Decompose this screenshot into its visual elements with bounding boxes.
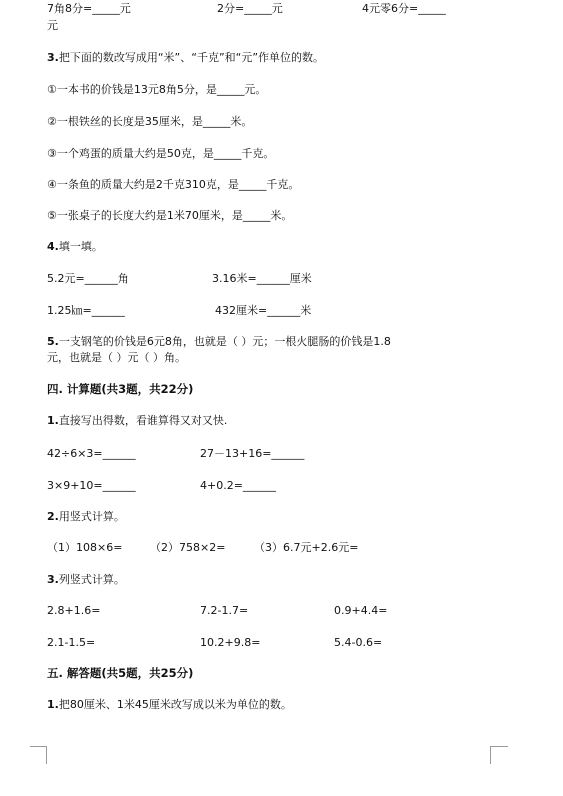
question-text: 把下面的数改写成用“米”、“千克”和“元”作单位的数。: [58, 51, 325, 64]
column-calc-4: 2.1-1.5=: [47, 636, 96, 649]
question-text: 一支钢笔的价钱是6元8角，也就是（ ）元；一根火腿肠的价钱是1.8: [58, 335, 391, 348]
section-4-heading: 四. 计算题(共3题，共22分): [47, 382, 194, 396]
column-calc-6: 5.4-0.6=: [334, 636, 383, 649]
question-5-line-2: 元，也就是（ ）元（ ）角。: [47, 351, 186, 364]
question-text: 把80厘米、1米45厘米改写成以米为单位的数。: [58, 698, 292, 711]
vertical-calc-1: （1）108×6=: [47, 541, 123, 554]
question-4-blank-1: 5.2元=______角: [47, 272, 129, 285]
section-5-question-1: [47, 698, 292, 712]
question-text: 用竖式计算。: [58, 510, 125, 523]
column-calc-5: 10.2+9.8=: [200, 636, 261, 649]
question-3-item-1: ①一本书的价钱是13元8角5分，是_____元。: [47, 83, 267, 96]
column-calc-3: 0.9+4.4=: [334, 604, 388, 617]
section-4-question-2-title: [47, 510, 125, 524]
question-number: 1.: [47, 414, 59, 427]
question-text: 直接写出得数，看谁算得又对又快.: [58, 414, 228, 427]
question-4-blank-3: 1.25㎞=______: [47, 304, 125, 317]
section-4-question-3-title: [47, 573, 125, 587]
vertical-calc-3: （3）6.7元+2.6元=: [254, 541, 359, 554]
column-calc-2: 7.2-1.7=: [200, 604, 249, 617]
column-calc-1: 2.8+1.6=: [47, 604, 101, 617]
question-3-item-4: ④一条鱼的质量大约是2千克310克，是_____千克。: [47, 178, 300, 191]
question-text: 填一填。: [58, 240, 103, 253]
question-5-line-1: [47, 335, 391, 349]
question-3-item-2: ②一根铁丝的长度是35厘米，是_____米。: [47, 115, 253, 128]
calc-item-3: 3×9+10=______: [47, 479, 136, 492]
fill-blank-7jiao8fen: 7角8分=_____元: [47, 2, 131, 15]
vertical-calc-2: （2）758×2=: [150, 541, 226, 554]
question-3-item-5: ⑤一张桌子的长度大约是1米70厘米，是_____米。: [47, 209, 293, 222]
question-text: 列竖式计算。: [58, 573, 125, 586]
question-4-blank-4: 432厘米=______米: [215, 304, 312, 317]
question-3-item-3: ③一个鸡蛋的质量大约是50克，是_____千克。: [47, 147, 275, 160]
question-number: 3.: [47, 51, 59, 64]
section-5-heading: 五. 解答题(共5题，共25分): [47, 666, 194, 680]
calc-item-4: 4+0.2=______: [200, 479, 276, 492]
fill-blank-wrap: 元: [47, 19, 58, 32]
section-4-question-1-title: [47, 414, 227, 428]
question-3-title: [47, 51, 324, 65]
question-number: 2.: [47, 510, 59, 523]
question-4-blank-2: 3.16米=______厘米: [212, 272, 312, 285]
calc-item-1: 42÷6×3=______: [47, 447, 136, 460]
question-number: 3.: [47, 573, 59, 586]
question-number: 4.: [47, 240, 59, 253]
question-number: 1.: [47, 698, 59, 711]
fill-blank-4yuan6fen: 4元零6分=_____: [362, 2, 446, 15]
question-4-title: [47, 240, 103, 254]
calc-item-2: 27－13+16=______: [200, 447, 305, 460]
question-number: 5.: [47, 335, 59, 348]
fill-blank-2fen: 2分=_____元: [217, 2, 283, 15]
